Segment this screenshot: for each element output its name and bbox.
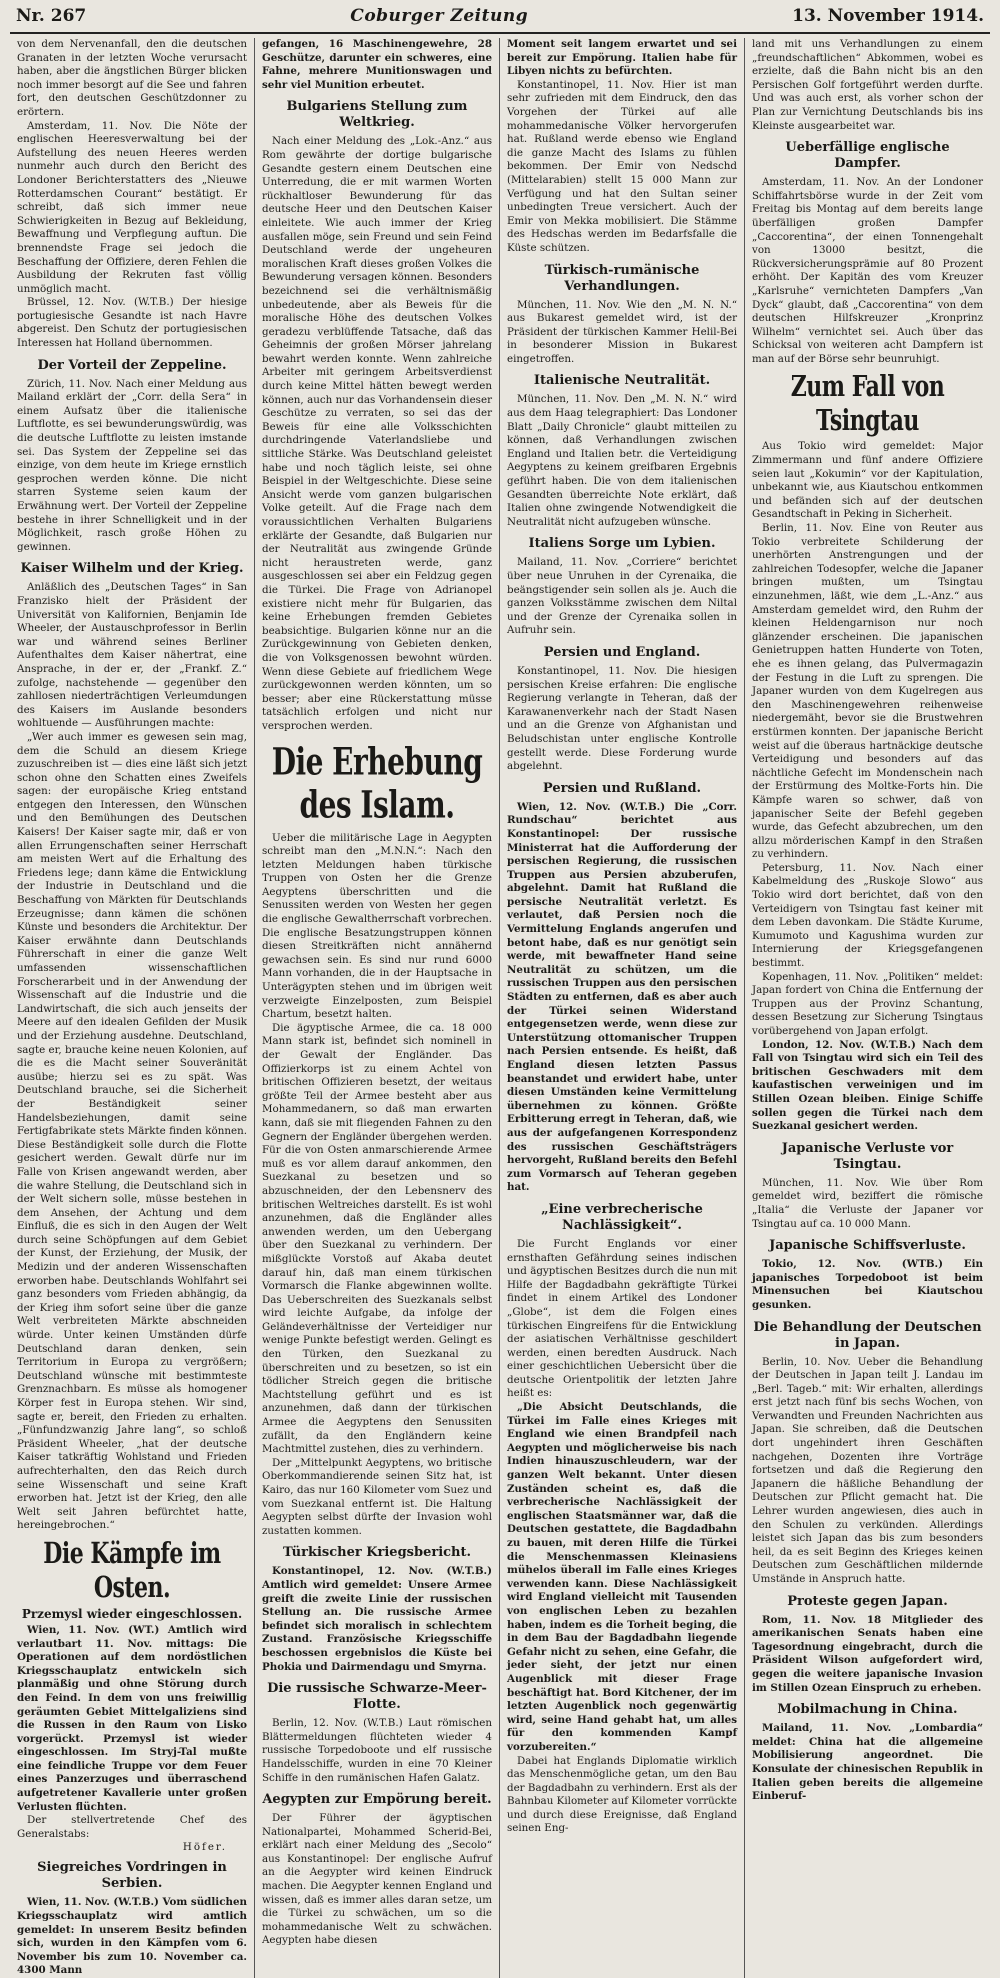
paragraph: London, 12. Nov. (W.T.B.) Nach dem Fall von Tsingtau wird sich ein Teil des britischen Geschwaders mit dem kaufastischen verweinigen und im Stillen Ozean bleiben. Einige Schiffe sollen gegen die Türkei nach dem Suezkanal gesichert werden. [752,1038,983,1133]
paragraph: Amsterdam, 11. Nov. Die Nöte der englischen Heeresverwaltung bei der Aufstellung des neuen Heeres werden nunmehr auch durch den Bericht des Londoner Berichterstatters des „Nieuwe Rotterdamschen Courant“ bestätigt. Er schreibt, daß sich immer neue Schwierigkeiten in Bezug auf Bekleidung, Bewaffnung und Verpflegung auftun. Die brennendste Frage sei jedoch die Beschaffung der Offiziere, deren Fehlen die Ausbildung der Rekruten fast völlig unmöglich macht. [17,119,247,295]
paragraph: Der „Mittelpunkt Aegyptens, wo britische Oberkommandierende seinen Sitz hat, ist Kairo, das nur 160 Kilometer vom Suez und vom Suezkanal entfernt ist. Die Haltung Aegypten selbst dürfte der Invasion wohl zustatten kommen. [262,1456,492,1537]
paragraph: Der Führer der ägyptischen Nationalpartei, Mohammed Scherid-Bei, erklärt nach einer Meldung des „Secolo“ aus Konstantinopel: Der englische Aufruf an die Aegypter wird keinen Eindruck machen. Die Aegypter kennen England und wissen, daß es immer alles daran setze, um die Türkei zu schwächen, um so die mohammedanische Welt zu schwächen. Aegypten habe diesen [262,1812,492,1947]
article-heading: Ueberfällige englische Dampfer. [785,140,950,172]
paragraph: Die Furcht Englands vor einer ernsthaften Gefährdung seines indischen und ägyptischen Besitzes durch die nun mit Hilfe der Bagdadbahn gekräftigte Türkei findet in einem Artikel des Londoner „Globe“, ist dem die Folgen eines türkischen Eingreifens für die Entwicklung der asiatischen Verhältnisse geschildert werden, einen beredten Ausdruck. Nach einer geschichtlichen Uebersicht über die deutsche Orientpolitik der letzten Jahre heißt es: [507,1237,737,1400]
paragraph: Aus Tokio wird gemeldet: Major Zimmermann und fünf andere Offiziere seien laut „Kokumin“ vor der Kapitulation, unbekannt wie, aus Kiautschou entkommen und befänden sich auf der deutschen Gesandtschaft in Peking in Sicherheit. [752,440,983,521]
paragraph: Brüssel, 12. Nov. (W.T.B.) Der hiesige portugiesische Gesandte ist nach Havre abgereist. Den Schutz der portugiesischen Interessen hat Holland übernommen. [17,296,247,350]
paragraph: Ueber die militärische Lage in Aegypten schreibt man den „M.N.N.“: Nach den letzten Meldungen haben türkische Truppen von Osten her die Grenze Aegyptens überschritten und die Senussiten werden von Westen her gegen die englische Gewaltherrschaft vorbrechen. Die englische Besatzungstruppen können diesen Streitkräften nicht annähernd gewachsen sein. Es sind nur rund 6000 Mann vorhanden, die in der Hauptsache in Unterägypten stehen und im übrigen weit verzweigte Einzelposten, zum Beispiel Chartum, besetzt halten. [262,831,492,1021]
paragraph: Berlin, 12. Nov. (W.T.B.) Laut römischen Blättermeldungen flüchteten wieder 4 russische Torpedoboote und elf russische Handelsschiffe, wurden in eine 70 Kleiner Schiffe in den rumänischen Hafen Galatz. [262,1717,492,1784]
article-heading: Siegreiches Vordringen in Serbien. [37,1860,227,1892]
article-heading: Aegypten zur Empörung bereit. [262,1792,492,1808]
issue-number: Nr. 267 [16,6,87,26]
paragraph: Konstantinopel, 11. Nov. Die hiesigen persischen Kreise erfahren: Die englische Regierung verlangte in Teheran, daß der Karawanenverkehr nach der Stadt Nasen und an die Grenze von Afghanistan und Beludschistan unter englische Kontrolle gestellt werde. Diese Forderung wurde abgelehnt. [507,664,737,773]
paragraph: land mit uns Verhandlungen zu einem „freundschaftlichen“ Abkommen, wobei es erzielte, daß die Bahn nicht bis an den Persischen Golf fortgeführt werden durfte. Und was auch erst, als vorher schon der Plan zur Vernichtung Deutschlands bis ins Kleinste ausgearbeitet war. [752,38,983,132]
column-3 [500,38,745,1978]
section-heading: Die Erhebung des Islam. [271,738,483,827]
column-4 [745,38,990,1978]
paragraph: München, 11. Nov. Wie über Rom gemeldet wird, beziffert die römische „Italia“ die Verluste der Japaner vor Tsingtau auf ca. 10 000 Mann. [752,1176,983,1230]
article-heading: Die russische Schwarze-Meer-Flotte. [267,1681,487,1713]
signature: Höfer. [182,1841,227,1854]
section-heading: Die Kämpfe im Osten. [43,1537,221,1605]
paragraph: Die ägyptische Armee, die ca. 18 000 Mann stark ist, befindet sich nominell in der Gewalt der Engländer. Das Offizierkorps ist zu einem Achtel von britischen Offizieren besetzt, der weitaus größte Teil der Armee besteht aber aus Mohammedanern, so daß man erwarten kann, daß sie mit fliegenden Fahnen zu den Gegnern der Engländer übergehen werden. Für die von Osten anmarschierende Armee muß es vor allem darauf ankommen, den Suezkanal zu besetzen und so abzuschneiden, der den Lebensnerv des britischen Weltreiches darstellt. Es ist wohl anzunehmen, daß die Engländer alles anwenden werden, um den Uebergang über den Suezkanal zu verhindern. Der mißglückte Vorstoß auf Akaba deutet darauf hin, daß man einem türkischen Vormarsch die Flanke abgewinnen wollte. Das Ueberschreiten des Suezkanals selbst wird leichte Aufgabe, da infolge der Geländeverhältnisse der Verteidiger nur wenige Punkte befestigt werden. Gelingt es den Türken, den Suezkanal zu überschreiten und zu besetzen, so ist ein tödlicher Streich gegen die britische Machtstellung geführt und es ist anzunehmen, daß dann der türkischen Armee die Aegyptens den Senussiten zufällt, da den Engländern keine Machtmittel zustehen, dies zu verhindern. [262,1021,492,1456]
article-heading: Die Behandlung der Deutschen in Japan. [753,1319,982,1351]
article-heading: Japanische Verluste vor Tsingtau. [781,1140,954,1172]
paragraph: Amsterdam, 11. Nov. An der Londoner Schiffahrtsbörse wurde in der Zeit vom Freitag bis Montag auf dem bereits lange überfälligen großen Dampfer „Caccorentina“, der einen Tonnengehalt von 13000 besitzt, die Rückversicherungsprämie auf 80 Prozent erhöht. Der Kapitän des vom Kreuzer „Karlsruhe“ vernichteten Dampfers „Van Dyck“ glaubt, daß „Caccorentina“ von dem deutschen Hilfskreuzer „Kronprinz Wilhelm“ vernichtet sei. Auch über das Schicksal von weiteren acht Dampfern ist man auf der Börse sehr beunruhigt. [752,176,983,365]
paragraph: Rom, 11. Nov. 18 Mitglieder des amerikanischen Senats haben eine Tagesordnung eingebracht, durch die Präsident Wilson aufgefordert wird, gegen die weitere japanische Invasion im Stillen Ozean Einspruch zu erheben. [752,1613,983,1694]
article-heading: „Eine verbrecherische Nachlässigkeit“. [541,1201,703,1233]
paragraph: Petersburg, 11. Nov. Nach einer Kabelmeldung des „Ruskoje Slowo“ aus Tokio wird dort berichtet, daß von den Verteidigern von Tsingtau fast keiner mit dem Leben davonkam. Die Städte Kurume, Kumumoto und Kagushima wurden zur Internierung der Kriegsgefangenen bestimmt. [752,861,983,970]
paragraph: Der stellvertretende Chef des Generalstabs: [17,1814,247,1840]
article-heading: Persien und England. [543,644,701,660]
article-subheading: Przemysl wieder eingeschlossen. [21,1606,243,1621]
masthead [10,6,990,34]
paragraph: „Die Absicht Deutschlands, die Türkei im Falle eines Krieges mit England wie einen Brandpfeil nach Aegypten und möglicherweise bis nach Indien hinauszuschleudern, war der ganzen Welt bekannt. Unter diesen Zuständen scheint es, daß die verbrecherische Nachlässigkeit der englischen Staatsmänner war, daß die Deutschen gestattete, die Bagdadbahn zu bauen, mit deren Hilfe die Türkei die Menschenmassen Kleinasiens mühelos überall im Falle eines Krieges verwenden kann. Diese Nachlässigkeit wird England vielleicht mit Tausenden von englischen Leben zu bezahlen haben, indem es die Torheit beging, die in dem Bau der Bagdadbahn liegende Gefahr nicht zu sehen, eine Gefahr, die jeder sieht, der jetzt nur einen Augenblick mit dieser Frage beschäftigt hat. Bord Kitchener, der im letzten Augenblick noch gegenwärtig wird, seine Hand gehabt hat, um alles für den kommenden Kampf vorzubereiten.“ [507,1401,737,1753]
article-heading: Türkischer Kriegsbericht. [282,1545,472,1561]
article-heading: Proteste gegen Japan. [787,1593,948,1609]
paragraph: Anläßlich des „Deutschen Tages“ in San Franzisko hielt der Präsident der Universität von Kalifornien, Benjamin Ide Wheeler, der Austauschprofessor in Berlin war und während seines Berliner Aufenthaltes dem Kaiser nähertrat, eine Ansprache, in der er, der „Frankf. Z.“ zufolge, nachstehende — gegenüber den zahllosen niederträchtigen Verleumdungen des Kaisers im Auslande besonders wohltuende — Ausführungen machte: [17,581,247,730]
section-heading: Zum Fall von Tsingtau [790,370,945,439]
columns [10,38,990,1977]
column-2 [255,38,500,1978]
paragraph: Tokio, 12. Nov. (WTB.) Ein japanisches Torpedoboot ist beim Minensuchen bei Kiautschou gesunken. [752,1258,983,1311]
article-heading: Bulgariens Stellung zum Weltkrieg. [286,99,468,131]
paragraph: München, 11. Nov. Wie den „M. N. N.“ aus Bukarest gemeldet wird, ist der Präsident der türkischen Kammer Helil-Bei in besonderer Mission in Bukarest eingetroffen. [507,298,737,365]
column-1 [10,38,255,1978]
paragraph: Kopenhagen, 11. Nov. „Politiken“ meldet: Japan fordert von China die Entfernung der Truppen aus der Provinz Schantung, dessen Besetzung zur Sicherung Tsingtaus vorübergehend von Japan erfolgt. [752,970,983,1037]
article-heading: Italienische Neutralität. [533,373,711,389]
paragraph: Wien, 11. Nov. (W.T.B.) Vom südlichen Kriegsschauplatz wird amtlich gemeldet: In unserem Besitz befinden sich, wurden in den Kämpfen vom 6. November bis zum 10. November ca. 4300 Mann [17,1896,247,1977]
paragraph: Wien, 11. Nov. (WT.) Amtlich wird verlautbart 11. Nov. mittags: Die Operationen auf dem nordöstlichen Kriegsschauplatz entwickeln sich planmäßig und ohne Störung durch den Feind. In dem von uns freiwillig geräumten Gebiet Mittelgaliziens sind die Russen in den Raum von Lisko vorgerückt. Przemysl ist wieder eingeschlossen. Im Stryj-Tal mußte eine feindliche Truppe vor dem Feuer eines Panzerzuges und überraschend aufgetretener Kavallerie unter großen Verlusten flüchten. [17,1623,247,1813]
article-heading: Kaiser Wilhelm und der Krieg. [20,561,244,577]
paragraph: Konstantinopel, 12. Nov. (W.T.B.) Amtlich wird gemeldet: Unsere Armee greift die zweite Linie der russischen Stellung an. Die russische Armee befindet sich moralisch in schlechtem Zustand. Französische Kriegsschiffe beschossen ergebnislos die Küste bei Phokia und Dairmendagu und Smyrna. [262,1565,492,1673]
paragraph: Moment seit langem erwartet und sei bereit zur Empörung. Italien habe für Libyen nichts zu befürchten. [507,38,737,78]
article-heading: Italiens Sorge um Lybien. [528,536,716,552]
paragraph: „Wer auch immer es gewesen sein mag, dem die Schuld an diesem Kriege zuzuschreiben ist — dies eine läßt sich jetzt schon ohne den Schatten eines Zweifels sagen: der europäische Krieg entstand entgegen den Interessen, den Wünschen und den Bemühungen des Deutschen Kaisers! Der Kaiser sagte mir, daß er von allen Errungenschaften seiner Herrschaft am meisten Wert auf die Erhaltung des Friedens lege; dann käme die Entwicklung der Industrie in Deutschland und die Beschaffung von Märkten für Deutschlands Erzeugnisse; dann kämen die schönen Künste und besonders die Architektur. Der Kaiser erwähnte dann Deutschlands Führerschaft in einer die ganze Welt umfassenden wissenschaftlichen Forscherarbeit und in der Anwendung der Wissenschaft auf die Industrie und die Landwirtschaft, die sich auch jenseits der Meere auf den idealen Gefilden der Musik und der Erziehung ausdehne. Deutschland, sagte er, brauche keine neuen Kolonien, auf die es die Macht seiner Souveränität ausübe; hierzu sei es zu spät. Was Deutschland brauche, sei die Sicherheit der Beständigkeit seiner Handelsbeziehungen, damit seine Fertigfabrikate stets Märkte finden können. Diese Beständigkeit solle durch die Flotte gesichert werden. Gewalt dürfe nur im Falle von Krisen angewandt werden, aber die wahre Stellung, die Deutschland sich in der Welt sichern solle, müsse bestehen in dem Ansehen, der Achtung und dem Einfluß, die es sich in den Augen der Welt durch seine Schöpfungen auf dem Gebiet der Kunst, der Erziehung, der Musik, der Medizin und der anderen Wissenschaften erworben habe. Deutschlands Wohlfahrt sei ganz besonders vom Frieden abhängig, da der Krieg ihm sofort seine über die ganze Welt verbreiteten Märkte abschneiden würde. Unter keinen Umständen dürfe Deutschland daran denken, sein Territorium in Europa zu vergrößern; Deutschland wünsche mit bestimmteste Grenznachbarn. Es müsse als homogener Körper fest in Europa stehen. Wir sind, sagte er, bereit, den Frieden zu erhalten. „Fünfundzwanzig Jahre lang“, so schloß Präsident Wheeler, „hat der deutsche Kaiser tatkräftig Wohlstand und Frieden aufrechterhalten, den das Reich durch seine Wissenschaft und seine Kraft erworben hat. Jetzt ist der Krieg, den alle Welt seit Jahren befürchtet hatte, hereingebrochen.“ [17,730,247,1532]
paragraph: Zürich, 11. Nov. Nach einer Meldung aus Mailand erklärt der „Corr. della Sera“ in einem Aufsatz über die italienische Luftflotte, es sei bewunderungswürdig, was die deutsche Luftflotte zu leisten imstande sei. Das System der Zeppeline sei das einzige, von dem heute im Kriege ernstlich gesprochen werden könne. Die nicht starren Systeme seien kaum der Erwähnung wert. Der Vorteil der Zeppeline bestehe in ihrer Schnelligkeit und in der Möglichkeit, rasch große Höhen zu gewinnen. [17,377,247,553]
paragraph: Mailand, 11. Nov. „Corriere“ berichtet über neue Unruhen in der Cyrenaika, die beängstigender sein sollen als je. Auch die ganzen Volksstämme zwischen dem Niltal und der Grenze der Cyrenaika sollen in Aufruhr sein. [507,556,737,637]
paragraph: Dabei hat Englands Diplomatie wirklich das Menschenmögliche getan, um den Bau der Bagdadbahn zu verhindern. Erst als der Bahnbau Kilometer auf Kilometer vorrückte und durch diese Ereignisse, daß England seinen Eng- [507,1754,738,1835]
article-heading: Japanische Schiffsverluste. [769,1238,966,1254]
paragraph: Mailand, 11. Nov. „Lombardia“ meldet: China hat die allgemeine Mobilisierung angeordnet. Die Konsulate der chinesischen Republik in Italien geben bereits die allgemeine Einberuf- [752,1722,983,1803]
paragraph: München, 11. Nov. Den „M. N. N.“ wird aus dem Haag telegraphiert: Das Londoner Blatt „Daily Chronicle“ glaubt mitteilen zu können, daß Verhandlungen zwischen England und Italien betr. die Verteidigung Aegyptens zu keinem greifbaren Ergebnis geführt haben. Die von dem italienischen Gesandten überreichte Note erklärt, daß Italien ohne zwingende Notwendigkeit die Neutralität nicht aufzugeben wünsche. [507,393,737,528]
article-heading: Mobilmachung in China. [777,1702,958,1718]
paragraph: von dem Nervenanfall, den die deutschen Granaten in der letzten Woche verursacht haben, aber die ängstlichen Bürger blicken noch immer besorgt auf die See und fahren fort, den deutschen Geschützdonner zu erörtern. [17,38,247,118]
paragraph: Konstantinopel, 11. Nov. Hier ist man sehr zufrieden mit dem Eindruck, den das Vorgehen der Türkei auf alle mohammedanische Völker hervorgerufen hat. Rußland werde ebenso wie England die ganze Macht des Islams zu fühlen bekommen. Der Emir von Nedschd (Mittelarabien) stellt 15 000 Mann zur Verfügung und hat den Sultan seiner unbedingten Treue versichert. Auch der Emir von Mekka mobilisiert. Die Stämme des Hedschas werden im Bedarfsfalle die Küste schützen. [507,78,737,254]
paragraph: gefangen, 16 Maschinengewehre, 28 Geschütze, darunter ein schweres, eine Fahne, mehrere Munitionswagen und sehr viel Munition erbeutet. [262,38,492,91]
article-heading: Persien und Rußland. [542,780,702,796]
issue-date: 13. November 1914. [792,6,984,26]
paragraph: Berlin, 10. Nov. Ueber die Behandlung der Deutschen in Japan teilt J. Landau im „Berl. Tageb.“ mit: Wir erhalten, allerdings erst jetzt nach fünf bis sechs Wochen, von Verwandten und Freunden Nachrichten aus Japan. Sie schreiben, daß die Deutschen dort ungehindert ihren Geschäften nachgehen, Dozenten ihre Vorträge fortsetzen und daß die Regierung den Japanern die häßliche Behandlung der Deutschen zur Pflicht gemacht hat. Die Lehrer wurden angewiesen, dies auch in den Schulen zu verkünden. Allerdings leistet sich Japan das bis zum besonders heil, da es seit Beginn des Krieges keinen Deutschen zum Geschäftlichen mildernde Umstände in Anspruch hatte. [752,1355,983,1585]
paragraph: Berlin, 11. Nov. Eine von Reuter aus Tokio verbreitete Schilderung der unerhörten Anstrengungen und der zahlreichen Todesopfer, welche die Japaner bringen mußten, um Tsingtau einzunehmen, läßt, wie dem „L.-Anz.“ aus Amsterdam gemeldet wird, den Ruhm der kleinen Heldengarnison nur noch glänzender erscheinen. Die japanischen Genietruppen hatten Hunderte von Toten, ehe es ihnen gelang, das Pulvermagazin der Festung in die Luft zu sprengen. Die Japaner wurden von dem Kugelregen aus den Maschinengewehren reihenweise niedergemäht, bevor sie die Brustwehren erstürmen konnten. Der japanische Bericht weist auf die überaus hartnäckige deutsche Verteidigung und besonders auf das nächtliche Gefecht im Mondenschein nach der Erstürmung des Moltke-Forts hin. Die Kämpfe waren so schwer, daß von japanischer Seite der Befehl gegeben wurde, das Gefecht abzubrechen, um den allzu mörderischen Kampf in den Straßen zu verhindern. [752,522,983,861]
paragraph: Nach einer Meldung des „Lok.-Anz.“ aus Rom gewährte der dortige bulgarische Gesandte gestern einem Deutschen eine Unterredung, die er mit warmen Worten rückhaltloser Bewunderung für das deutsche Heer und den Deutschen Kaiser einleitete. Wie auch immer der Krieg ausfallen möge, sein Freund und sein Feind Deutschland werde der ungeheuren moralischen Kraft dieses großen Volkes die Bewunderung versagen können. Besonders bezeichnend sei die verhältnismäßig unbedeutende, aber als Beweis für die moralische Höhe des deutschen Volkes geradezu verblüffende Tatsache, daß das Geheimnis der großen Mörser jahrelang bewahrt werden konnte. Wenn zahlreiche Arbeiter mit geringem Arbeitsverdienst durch keine Mittel hätten bewegt werden können, auch nur das Vorhandensein dieser Geschütze zu verraten, so sei das der Beweis für eine alle Volksschichten durchdringende Vaterlandsliebe und sittliche Stärke. Was Deutschland geleistet habe und noch täglich leiste, sei ohne Beispiel in der Weltgeschichte. Diese seine Ansicht werde vom ganzen bulgarischen Volke geteilt. Auf die Frage nach dem voraussichtlichen Verhalten Bulgariens erklärte der Gesandte, daß Bulgarien nur der Neutralität aus zwingende Gründe nicht heraustreten werde, ganz ausgeschlossen sei aber ein Feldzug gegen die Türkei. Die Frage von Adrianopel existiere nicht mehr für Bulgarien, das keine Erhebungen fremden Gebietes beabsichtige. Bulgarien könne nur an die Zurückgewinnung von Gebieten denken, die von Volksgenossen bewohnt würden. Wenn diese Gebiete auf friedlichem Wege zurückgewonnen werden könnten, um so besser; aber eine Rückerstattung müsse tatsächlich erfolgen und nicht nur versprochen werden. [262,135,492,732]
article-heading: Türkisch-rumänische Verhandlungen. [544,262,700,294]
article-heading: Der Vorteil der Zeppeline. [37,357,227,373]
paragraph: Wien, 12. Nov. (W.T.B.) Die „Corr. Rundschau“ berichtet aus Konstantinopel: Der russische Ministerrat hat die Aufforderung der persischen Regierung, die russischen Truppen aus Persien abzuberufen, abgelehnt. Damit hat Rußland die persische Neutralität verletzt. Es verlautet, daß Persien noch die Vermittelung Englands angerufen und betont habe, daß es nur genötigt sein werde, mit bewaffneter Hand seine Neutralität zu schützen, um die russischen Truppen aus den persischen Städten zu entfernen, daß es aber auch der Türkei seinen Widerstand entgegensetzen werde, wenn diese zur Unterstützung ottomanischer Truppen nach Persien entsende. Es heißt, daß England diesen letzten Passus beanstandet und erwidert habe, unter diesen Umständen keine Vermittelung übernehmen zu können. Größte Erbitterung erregt in Teheran, daß, wie aus der aufgefangenen Korrespondenz des russischen Geschäftsträgers hervorgeht, Rußland bereits den Befehl zum Vormarsch auf Teheran gegeben hat. [507,800,737,1194]
paper-title: Coburger Zeitung [350,6,529,26]
